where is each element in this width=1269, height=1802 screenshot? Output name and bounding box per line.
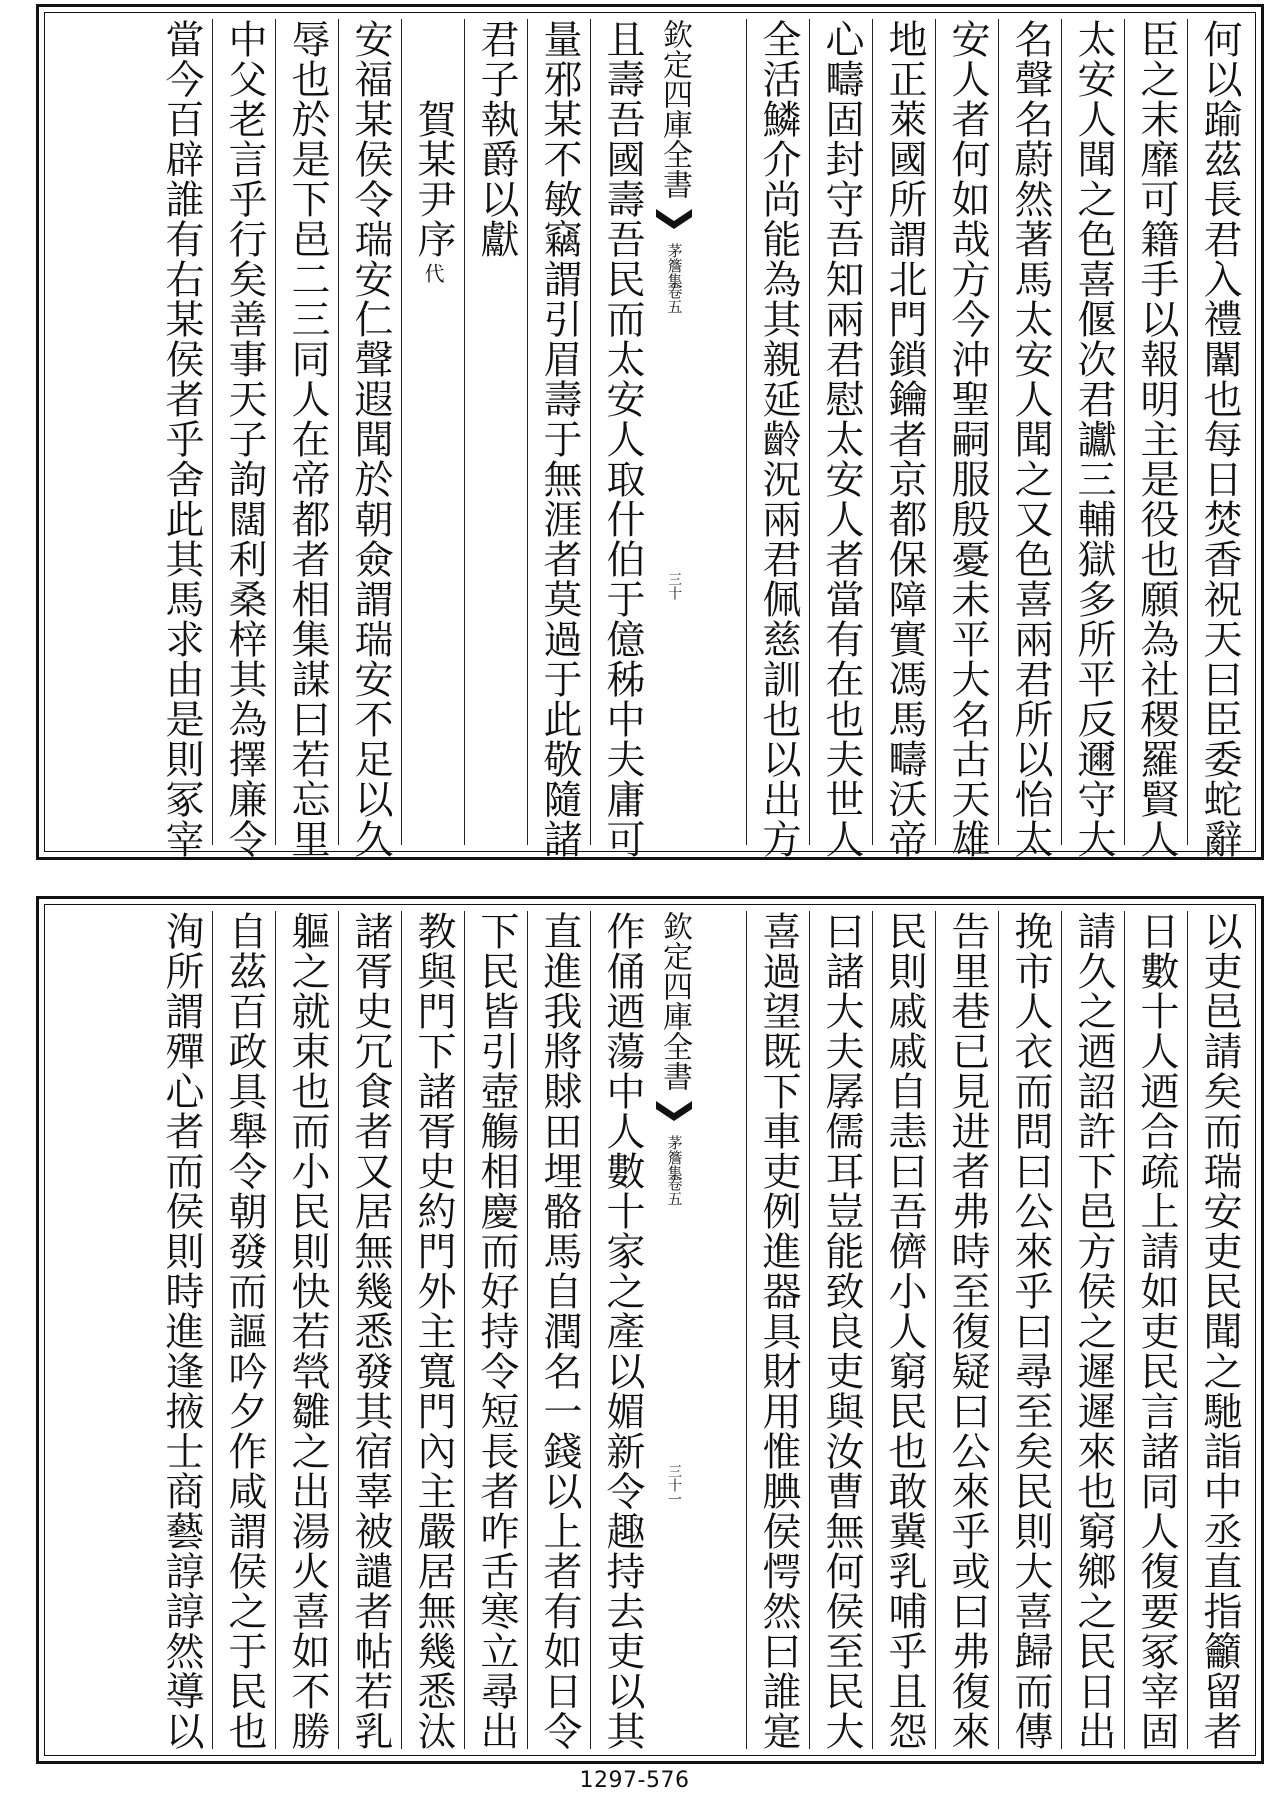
column-rule <box>998 19 999 845</box>
column-rule <box>527 19 528 845</box>
text-column: 民則戚戚自恚曰吾儕小人窮民也敢冀乳哺乎且怨 <box>882 911 927 1751</box>
section-title-column <box>409 19 457 845</box>
column-rule <box>998 911 999 1749</box>
text-column: 請久之迺詔許下邑方侯之遲遲來也窮鄉之民日出 <box>1071 911 1116 1751</box>
text-column: 量邪某不敏竊謂引眉壽于無涯者莫過于此敬隨諸 <box>537 19 582 859</box>
column-rule <box>746 19 747 845</box>
column-rule <box>872 911 873 1749</box>
text-column: 全活鱗介尚能為其親延齡況兩君佩慈訓也以出方 <box>756 19 801 859</box>
text-column: 教與門下諸胥史約門外主寬門內主嚴居無幾悉汰 <box>411 911 456 1751</box>
top-page <box>36 4 1264 860</box>
text-column: 地正萊國所謂北門鎖鑰者京都保障實馮馬疇沃帝 <box>882 19 927 859</box>
column-rule <box>1124 911 1125 1749</box>
column-rule <box>401 19 402 845</box>
text-column: 軀之就束也而小民則快若煢雛之出湯火喜如不勝 <box>285 911 330 1751</box>
title-note: 代 <box>421 263 445 283</box>
center-fold <box>656 19 692 845</box>
text-column: 諸胥史冗食者又居無幾悉發其宿辜被譴者帖若乳 <box>348 911 393 1751</box>
column-rule <box>746 911 747 1749</box>
text-column: 心疇固封守吾知兩君慰太安人者當有在也夫世人 <box>819 19 864 859</box>
column-rule <box>1124 19 1125 845</box>
column-rule <box>935 911 936 1749</box>
collection-title: 欽定四庫全書 <box>657 19 692 199</box>
text-column: 自茲百政具舉令朝發而謳吟夕作咸謂侯之于民也 <box>222 911 267 1751</box>
text-column: 曰諸大夫孱儒耳豈能致良吏與汝曹無何侯至民大 <box>819 911 864 1751</box>
text-column: 告里巷已見进者弗時至復疑曰公來乎或曰弗復來 <box>945 911 990 1751</box>
text-column: 作俑迺蕩中人數十家之產以媚新令趣持去吏以其 <box>600 911 645 1751</box>
column-rule <box>464 19 465 845</box>
text-column: 以吏邑請矣而瑞安吏民聞之馳詣中丞直指籲留者 <box>1197 911 1242 1751</box>
column-rule <box>809 911 810 1749</box>
column-rule <box>212 19 213 845</box>
text-column: 直進我將賕田埋骼馬自潤名一錢以上者有如日令 <box>537 911 582 1751</box>
juan-number: 卷五 <box>665 1176 684 1206</box>
column-rule <box>809 19 810 845</box>
column-rule <box>338 19 339 845</box>
column-rule <box>935 19 936 845</box>
folio-number: 三十 <box>666 572 682 600</box>
folio-number: 三十一 <box>666 1464 682 1506</box>
text-column: 洵所謂殫心者而侯則時進逢掖士商藝諄諄然導以 <box>159 911 204 1751</box>
collection-title: 欽定四庫全書 <box>657 911 692 1091</box>
bottom-page <box>36 896 1264 1764</box>
section-title: 賀某尹序 <box>411 99 456 259</box>
column-rule <box>212 911 213 1749</box>
text-column: 日數十人迺合疏上請如吏民言諸同人復要冢宰固 <box>1134 911 1179 1751</box>
text-column: 當今百辟誰有右某侯者乎舍此其馬求由是則冢宰 <box>159 19 204 859</box>
text-column: 安福某侯令瑞安仁聲遐聞於朝僉謂瑞安不足以久 <box>348 19 393 859</box>
column-rule <box>401 911 402 1749</box>
book-title: 茅簷集 <box>665 1135 684 1180</box>
column-rule <box>590 19 591 845</box>
book-title: 茅簷集 <box>665 243 684 288</box>
column-rule <box>1187 911 1188 1749</box>
text-column: 何以踰茲長君入禮闈也每日焚香祝天曰臣委蛇辭 <box>1197 19 1242 859</box>
fish-tail-mark-icon <box>656 205 692 233</box>
column-rule <box>527 911 528 1749</box>
text-column: 君子執爵以獻 <box>474 19 519 259</box>
page-number-footer: 1297-576 <box>579 1768 690 1793</box>
column-rule <box>1061 19 1062 845</box>
column-rule <box>275 19 276 845</box>
text-column: 安人者何如哉方今沖聖嗣服殷憂未平大名古天雄 <box>945 19 990 859</box>
column-rule <box>590 911 591 1749</box>
column-rule <box>1061 911 1062 1749</box>
text-column: 挽市人衣而問曰公來乎曰尋至矣民則大喜歸而傳 <box>1008 911 1053 1751</box>
text-column: 下民皆引壺觴相慶而好持令短長者咋舌寒立尋出 <box>474 911 519 1751</box>
fish-tail-mark-icon <box>656 1097 692 1125</box>
text-column: 臣之末靡可籍手以報明主是役也願為社稷羅賢人 <box>1134 19 1179 859</box>
text-column: 且壽吾國壽吾民而太安人取什伯于億秭中夫庸可 <box>600 19 645 859</box>
column-rule <box>275 911 276 1749</box>
column-rule <box>338 911 339 1749</box>
column-rule <box>1187 19 1188 845</box>
text-column: 辱也於是下邑二三同人在帝都者相集謀曰若忘里 <box>285 19 330 859</box>
text-column: 中父老言乎行矣善事天子訽闊利桑梓其為擇廉令 <box>222 19 267 859</box>
column-rule <box>872 19 873 845</box>
column-rule <box>464 911 465 1749</box>
center-fold <box>656 911 692 1749</box>
text-column: 喜過望既下車吏例進器具財用惟腆侯愕然曰誰寔 <box>756 911 801 1751</box>
juan-number: 卷五 <box>665 284 684 314</box>
text-column: 名聲名蔚然著馬太安人聞之又色喜兩君所以怡太 <box>1008 19 1053 859</box>
text-column: 太安人聞之色喜偃次君讞三輔獄多所平反邇守大 <box>1071 19 1116 859</box>
